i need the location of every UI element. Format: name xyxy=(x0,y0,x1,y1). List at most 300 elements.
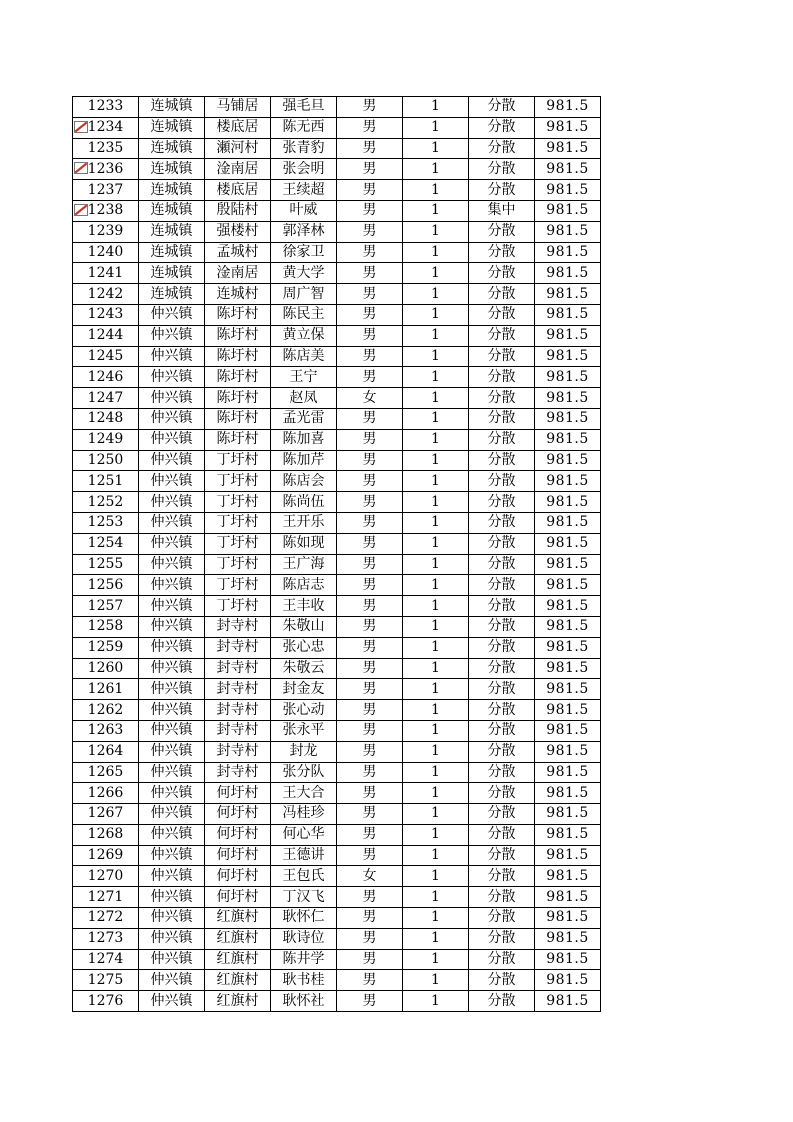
town-cell xyxy=(139,762,205,783)
village-cell-text: 何圩村 xyxy=(216,867,259,884)
village-cell xyxy=(205,450,271,471)
amount-cell xyxy=(535,908,601,929)
count-cell xyxy=(403,471,469,492)
amount-cell-text: 981.5 xyxy=(546,930,589,947)
count-cell-text: 1 xyxy=(431,243,440,260)
village-cell xyxy=(205,741,271,762)
table-row xyxy=(73,263,601,284)
sex-cell xyxy=(337,221,403,242)
sex-cell-text: 男 xyxy=(362,951,377,968)
table-row xyxy=(73,741,601,762)
row-number-cell-text: 1233 xyxy=(87,98,124,115)
count-cell xyxy=(403,242,469,263)
row-number-cell-text: 1261 xyxy=(87,680,124,697)
amount-cell xyxy=(535,138,601,159)
name-cell-text: 冯桂珍 xyxy=(282,805,325,822)
sex-cell-text: 男 xyxy=(362,306,377,323)
amount-cell-text: 981.5 xyxy=(546,909,589,926)
village-cell xyxy=(205,700,271,721)
name-cell xyxy=(271,783,337,804)
support-type-cell xyxy=(469,970,535,991)
support-type-cell xyxy=(469,824,535,845)
sex-cell-text: 男 xyxy=(362,847,377,864)
amount-cell-text: 981.5 xyxy=(546,680,589,697)
sex-cell xyxy=(337,887,403,908)
table-row xyxy=(73,658,601,679)
table-row xyxy=(73,242,601,263)
name-cell-text: 耿诗位 xyxy=(282,930,325,947)
table-row xyxy=(73,804,601,825)
village-cell xyxy=(205,138,271,159)
sex-cell-text: 男 xyxy=(362,264,377,281)
name-cell xyxy=(271,533,337,554)
support-type-cell-text: 分散 xyxy=(487,368,516,385)
count-cell xyxy=(403,908,469,929)
support-type-cell xyxy=(469,263,535,284)
table-row xyxy=(73,492,601,513)
town-cell xyxy=(139,138,205,159)
count-cell-text: 1 xyxy=(431,119,440,136)
sex-cell-text: 男 xyxy=(362,535,377,552)
count-cell-text: 1 xyxy=(431,410,440,427)
count-cell xyxy=(403,200,469,221)
name-cell-text: 陈店志 xyxy=(282,576,325,593)
count-cell xyxy=(403,679,469,700)
town-cell xyxy=(139,200,205,221)
support-type-cell xyxy=(469,658,535,679)
support-type-cell xyxy=(469,450,535,471)
row-number-cell xyxy=(73,700,139,721)
count-cell-text: 1 xyxy=(431,535,440,552)
count-cell xyxy=(403,616,469,637)
row-number-cell-text: 1253 xyxy=(87,514,124,531)
town-cell-text: 仲兴镇 xyxy=(150,847,193,864)
village-cell xyxy=(205,512,271,533)
table-row xyxy=(73,200,601,221)
name-cell-text: 孟光雷 xyxy=(282,410,325,427)
sex-cell xyxy=(337,949,403,970)
town-cell-text: 仲兴镇 xyxy=(150,826,193,843)
amount-cell-text: 981.5 xyxy=(546,493,589,510)
amount-cell-text: 981.5 xyxy=(546,639,589,656)
support-type-cell-text: 分散 xyxy=(487,472,516,489)
village-cell xyxy=(205,762,271,783)
row-number-cell xyxy=(73,804,139,825)
town-cell xyxy=(139,908,205,929)
sex-cell-text: 男 xyxy=(362,472,377,489)
name-cell-text: 黄立保 xyxy=(282,327,325,344)
row-number-cell-text: 1238 xyxy=(87,202,124,219)
town-cell-text: 连城镇 xyxy=(150,119,193,136)
town-cell-text: 连城镇 xyxy=(150,223,193,240)
support-type-cell xyxy=(469,408,535,429)
row-number-cell xyxy=(73,741,139,762)
amount-cell-text: 981.5 xyxy=(546,867,589,884)
amount-cell xyxy=(535,263,601,284)
amount-cell xyxy=(535,804,601,825)
row-number-cell-text: 1263 xyxy=(87,722,124,739)
amount-cell-text: 981.5 xyxy=(546,784,589,801)
table-row xyxy=(73,762,601,783)
amount-cell xyxy=(535,596,601,617)
table-row xyxy=(73,450,601,471)
amount-cell-text: 981.5 xyxy=(546,992,589,1009)
name-cell xyxy=(271,908,337,929)
sex-cell-text: 男 xyxy=(362,431,377,448)
amount-cell-text: 981.5 xyxy=(546,181,589,198)
support-type-cell xyxy=(469,200,535,221)
village-cell-text: 何圩村 xyxy=(216,784,259,801)
row-number-cell xyxy=(73,866,139,887)
row-number-cell xyxy=(73,575,139,596)
town-cell xyxy=(139,928,205,949)
name-cell-text: 王大合 xyxy=(282,784,325,801)
table-row xyxy=(73,138,601,159)
row-number-cell-text: 1239 xyxy=(87,223,124,240)
support-type-cell-text: 分散 xyxy=(487,951,516,968)
support-type-cell-text: 分散 xyxy=(487,555,516,572)
count-cell xyxy=(403,554,469,575)
town-cell xyxy=(139,949,205,970)
sex-cell-text: 男 xyxy=(362,451,377,468)
town-cell xyxy=(139,616,205,637)
village-cell-text: 封寺村 xyxy=(216,639,259,656)
amount-cell xyxy=(535,658,601,679)
village-cell xyxy=(205,658,271,679)
count-cell xyxy=(403,450,469,471)
support-type-cell-text: 分散 xyxy=(487,493,516,510)
village-cell xyxy=(205,284,271,305)
count-cell xyxy=(403,637,469,658)
sex-cell xyxy=(337,263,403,284)
support-type-cell-text: 分散 xyxy=(487,139,516,156)
amount-cell xyxy=(535,471,601,492)
row-number-cell-text: 1255 xyxy=(87,555,124,572)
sex-cell xyxy=(337,824,403,845)
count-cell xyxy=(403,159,469,180)
count-cell xyxy=(403,325,469,346)
amount-cell-text: 981.5 xyxy=(546,264,589,281)
amount-cell xyxy=(535,970,601,991)
support-type-cell xyxy=(469,866,535,887)
support-type-cell-text: 分散 xyxy=(487,181,516,198)
town-cell-text: 连城镇 xyxy=(150,202,193,219)
town-cell-text: 连城镇 xyxy=(150,285,193,302)
sex-cell xyxy=(337,117,403,138)
town-cell-text: 仲兴镇 xyxy=(150,992,193,1009)
sex-cell-text: 男 xyxy=(362,119,377,136)
name-cell xyxy=(271,429,337,450)
amount-cell xyxy=(535,408,601,429)
count-cell xyxy=(403,263,469,284)
town-cell-text: 仲兴镇 xyxy=(150,680,193,697)
village-cell xyxy=(205,533,271,554)
sex-cell-text: 男 xyxy=(362,98,377,115)
support-type-cell-text: 分散 xyxy=(487,410,516,427)
count-cell xyxy=(403,304,469,325)
name-cell-text: 陈井学 xyxy=(282,951,325,968)
sex-cell-text: 女 xyxy=(362,389,377,406)
support-type-cell xyxy=(469,991,535,1012)
count-cell xyxy=(403,700,469,721)
row-number-cell xyxy=(73,408,139,429)
town-cell xyxy=(139,159,205,180)
support-type-cell xyxy=(469,554,535,575)
village-cell xyxy=(205,991,271,1012)
table-row xyxy=(73,471,601,492)
table-row xyxy=(73,637,601,658)
name-cell-text: 徐家卫 xyxy=(282,243,325,260)
amount-cell xyxy=(535,554,601,575)
sex-cell xyxy=(337,284,403,305)
support-type-cell xyxy=(469,242,535,263)
support-type-cell-text: 分散 xyxy=(487,223,516,240)
sex-cell xyxy=(337,304,403,325)
table-row xyxy=(73,679,601,700)
name-cell-text: 朱敬山 xyxy=(282,618,325,635)
town-cell xyxy=(139,720,205,741)
support-type-cell xyxy=(469,720,535,741)
row-number-cell xyxy=(73,284,139,305)
support-type-cell-text: 分散 xyxy=(487,659,516,676)
support-type-cell xyxy=(469,679,535,700)
village-cell-text: 丁圩村 xyxy=(216,535,259,552)
sex-cell xyxy=(337,866,403,887)
table-row xyxy=(73,221,601,242)
support-type-cell-text: 分散 xyxy=(487,743,516,760)
village-cell xyxy=(205,554,271,575)
amount-cell xyxy=(535,741,601,762)
amount-cell xyxy=(535,492,601,513)
amount-cell xyxy=(535,304,601,325)
village-cell xyxy=(205,367,271,388)
count-cell-text: 1 xyxy=(431,514,440,531)
sex-cell xyxy=(337,845,403,866)
name-cell xyxy=(271,616,337,637)
name-cell-text: 赵凤 xyxy=(289,389,318,406)
village-cell-text: 红旗村 xyxy=(216,971,259,988)
sex-cell-text: 男 xyxy=(362,930,377,947)
amount-cell xyxy=(535,180,601,201)
sex-cell xyxy=(337,450,403,471)
town-cell xyxy=(139,242,205,263)
name-cell-text: 张会明 xyxy=(282,160,325,177)
village-cell-text: 封寺村 xyxy=(216,763,259,780)
comment-marker-icon[interactable] xyxy=(74,204,88,216)
amount-cell xyxy=(535,991,601,1012)
town-cell xyxy=(139,679,205,700)
name-cell-text: 耿书桂 xyxy=(282,971,325,988)
town-cell-text: 仲兴镇 xyxy=(150,576,193,593)
town-cell-text: 仲兴镇 xyxy=(150,930,193,947)
count-cell-text: 1 xyxy=(431,659,440,676)
table-row xyxy=(73,991,601,1012)
name-cell-text: 陈尚伍 xyxy=(282,493,325,510)
count-cell xyxy=(403,388,469,409)
amount-cell-text: 981.5 xyxy=(546,597,589,614)
village-cell-text: 丁圩村 xyxy=(216,493,259,510)
support-type-cell xyxy=(469,180,535,201)
sex-cell xyxy=(337,720,403,741)
sex-cell-text: 男 xyxy=(362,327,377,344)
amount-cell-text: 981.5 xyxy=(546,618,589,635)
village-cell xyxy=(205,304,271,325)
sex-cell-text: 女 xyxy=(362,867,377,884)
name-cell-text: 陈加芹 xyxy=(282,451,325,468)
town-cell-text: 仲兴镇 xyxy=(150,867,193,884)
row-number-cell-text: 1236 xyxy=(87,160,124,177)
name-cell xyxy=(271,492,337,513)
village-cell-text: 封寺村 xyxy=(216,743,259,760)
name-cell xyxy=(271,263,337,284)
row-number-cell-text: 1242 xyxy=(87,285,124,302)
row-number-cell xyxy=(73,304,139,325)
row-number-cell-text: 1271 xyxy=(87,888,124,905)
name-cell xyxy=(271,408,337,429)
village-cell-text: 何圩村 xyxy=(216,805,259,822)
sex-cell xyxy=(337,97,403,118)
row-number-cell-text: 1240 xyxy=(87,243,124,260)
name-cell xyxy=(271,388,337,409)
support-type-cell-text: 分散 xyxy=(487,119,516,136)
town-cell-text: 仲兴镇 xyxy=(150,431,193,448)
sex-cell xyxy=(337,804,403,825)
sex-cell-text: 男 xyxy=(362,555,377,572)
name-cell-text: 陈民主 xyxy=(282,306,325,323)
support-type-cell-text: 分散 xyxy=(487,160,516,177)
sex-cell xyxy=(337,200,403,221)
count-cell-text: 1 xyxy=(431,576,440,593)
town-cell xyxy=(139,845,205,866)
support-type-cell-text: 分散 xyxy=(487,243,516,260)
amount-cell-text: 981.5 xyxy=(546,763,589,780)
amount-cell xyxy=(535,388,601,409)
table-row xyxy=(73,783,601,804)
village-cell-text: 陈圩村 xyxy=(216,306,259,323)
name-cell-text: 郭泽林 xyxy=(282,223,325,240)
row-number-cell xyxy=(73,492,139,513)
table-row xyxy=(73,304,601,325)
name-cell xyxy=(271,741,337,762)
support-type-cell-text: 分散 xyxy=(487,701,516,718)
row-number-cell xyxy=(73,845,139,866)
comment-marker-icon[interactable] xyxy=(74,162,88,174)
town-cell-text: 连城镇 xyxy=(150,139,193,156)
amount-cell xyxy=(535,700,601,721)
amount-cell-text: 981.5 xyxy=(546,743,589,760)
town-cell xyxy=(139,596,205,617)
name-cell-text: 张心动 xyxy=(282,701,325,718)
row-number-cell-text: 1257 xyxy=(87,597,124,614)
support-type-cell-text: 分散 xyxy=(487,847,516,864)
row-number-cell xyxy=(73,429,139,450)
town-cell xyxy=(139,554,205,575)
amount-cell xyxy=(535,284,601,305)
support-type-cell-text: 分散 xyxy=(487,98,516,115)
town-cell xyxy=(139,658,205,679)
amount-cell-text: 981.5 xyxy=(546,285,589,302)
support-type-cell-text: 分散 xyxy=(487,618,516,635)
support-type-cell-text: 分散 xyxy=(487,514,516,531)
row-number-cell xyxy=(73,471,139,492)
village-cell-text: 红旗村 xyxy=(216,930,259,947)
amount-cell xyxy=(535,512,601,533)
support-type-cell-text: 分散 xyxy=(487,722,516,739)
town-cell xyxy=(139,263,205,284)
table-row xyxy=(73,429,601,450)
amount-cell xyxy=(535,117,601,138)
town-cell xyxy=(139,97,205,118)
row-number-cell-text: 1256 xyxy=(87,576,124,593)
town-cell xyxy=(139,783,205,804)
name-cell-text: 朱敬云 xyxy=(282,659,325,676)
support-type-cell xyxy=(469,304,535,325)
count-cell xyxy=(403,783,469,804)
town-cell xyxy=(139,180,205,201)
sex-cell xyxy=(337,991,403,1012)
row-number-cell xyxy=(73,679,139,700)
row-number-cell-text: 1274 xyxy=(87,951,124,968)
support-type-cell xyxy=(469,388,535,409)
row-number-cell xyxy=(73,596,139,617)
sex-cell-text: 男 xyxy=(362,826,377,843)
support-type-cell xyxy=(469,159,535,180)
sex-cell xyxy=(337,533,403,554)
town-cell-text: 仲兴镇 xyxy=(150,389,193,406)
name-cell xyxy=(271,804,337,825)
amount-cell xyxy=(535,429,601,450)
support-type-cell xyxy=(469,804,535,825)
count-cell xyxy=(403,346,469,367)
village-cell-text: 殷陆村 xyxy=(216,202,259,219)
row-number-cell-text: 1246 xyxy=(87,368,124,385)
sex-cell xyxy=(337,616,403,637)
count-cell xyxy=(403,928,469,949)
table-row xyxy=(73,596,601,617)
count-cell-text: 1 xyxy=(431,867,440,884)
count-cell-text: 1 xyxy=(431,139,440,156)
table-row xyxy=(73,970,601,991)
sex-cell xyxy=(337,429,403,450)
count-cell xyxy=(403,575,469,596)
sex-cell xyxy=(337,512,403,533)
town-cell xyxy=(139,325,205,346)
town-cell xyxy=(139,388,205,409)
sex-cell xyxy=(337,388,403,409)
row-number-cell xyxy=(73,824,139,845)
support-type-cell xyxy=(469,97,535,118)
support-type-cell xyxy=(469,575,535,596)
table-row xyxy=(73,616,601,637)
village-cell-text: 何圩村 xyxy=(216,888,259,905)
amount-cell-text: 981.5 xyxy=(546,223,589,240)
amount-cell-text: 981.5 xyxy=(546,368,589,385)
table-row xyxy=(73,575,601,596)
row-number-cell xyxy=(73,242,139,263)
comment-marker-icon[interactable] xyxy=(74,121,88,133)
row-number-cell xyxy=(73,367,139,388)
count-cell-text: 1 xyxy=(431,264,440,281)
name-cell xyxy=(271,284,337,305)
village-cell-text: 强楼村 xyxy=(216,223,259,240)
sex-cell-text: 男 xyxy=(362,763,377,780)
row-number-cell xyxy=(73,533,139,554)
table-row xyxy=(73,720,601,741)
village-cell-text: 陈圩村 xyxy=(216,410,259,427)
village-cell-text: 封寺村 xyxy=(216,618,259,635)
table-row xyxy=(73,949,601,970)
count-cell xyxy=(403,741,469,762)
